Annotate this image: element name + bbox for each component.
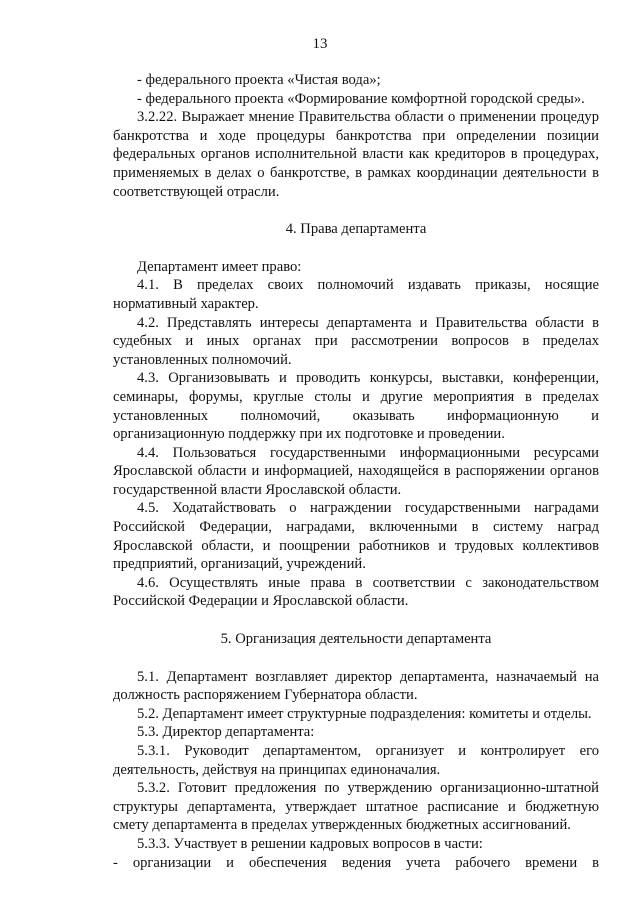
paragraph: - федерального проекта «Чистая вода»; [137,72,381,88]
paragraph: 5.2. Департамент имеет структурные подразделения: комитеты и отделы. [137,705,592,722]
paragraph: 5.3.1. Руководит департаментом, организует и контролирует его деятельность, действуя на принципах единоначалия. [113,743,599,778]
page-number: 13 [312,36,328,52]
section-heading: 4. Права департамента [285,221,427,238]
paragraph: 4.5. Ходатайствовать о награждении государственными наградами Российской Федерации, наградами, включенными в систему наград Ярославской области, и поощрении работников и трудовых коллективов предприятий, организаций, учреждений. [113,500,599,573]
paragraph: 5.3.2. Готовит предложения по утверждению организационно-штатной структуры департамента, утверждает штатное расписание и бюджетную смету департамента в пределах утвержденных бюджетных ассигнований. [113,780,599,834]
paragraph: 4.6. Осуществлять иные права в соответствии с законодательством Российской Федерации и Ярославской области. [113,574,599,610]
section-heading: 5. Организация деятельности департамента [220,631,492,648]
paragraph: 4.1. В пределах своих полномочий издавать приказы, носящие нормативный характер. [113,277,599,312]
paragraph: 4.3. Организовывать и проводить конкурсы, выставки, конференции, семинары, форумы, круглые столы и другие мероприятия в пределах установленных полномочий, оказывать информационную и организационную поддержку при их подготовке и проведении. [113,370,599,443]
document-body [113,71,599,872]
paragraph: 5.3. Директор департамента: [137,724,315,741]
paragraph: 5.3.3. Участвует в решении кадровых вопросов в части: [137,835,483,852]
paragraph: - федерального проекта «Формирование комфортной городской среды». [137,90,585,107]
paragraph: Департамент имеет право: [137,258,302,275]
paragraph: - организации и обеспечения ведения учета рабочего времени в [113,854,599,871]
paragraph: 5.1. Департамент возглавляет директор департамента, назначаемый на должность распоряжением Губернатора области. [113,668,599,704]
paragraph: 4.2. Представлять интересы департамента и Правительства области в судебных и иных органах при рассмотрении вопросов в пределах установленных полномочий. [113,314,599,368]
paragraph: 4.4. Пользоваться государственными информационными ресурсами Ярославской области и информацией, находящейся в распоряжении органов государственной власти Ярославской области. [113,444,599,498]
paragraph: 3.2.22. Выражает мнение Правительства области о применении процедур банкротства и ходе процедуры банкротства при определении позиции федеральных органов исполнительной власти как кредиторов в процедурах, применяемых в делах о банкротстве, в рамках координации деятельности в соответствующей отрасли. [113,109,599,200]
